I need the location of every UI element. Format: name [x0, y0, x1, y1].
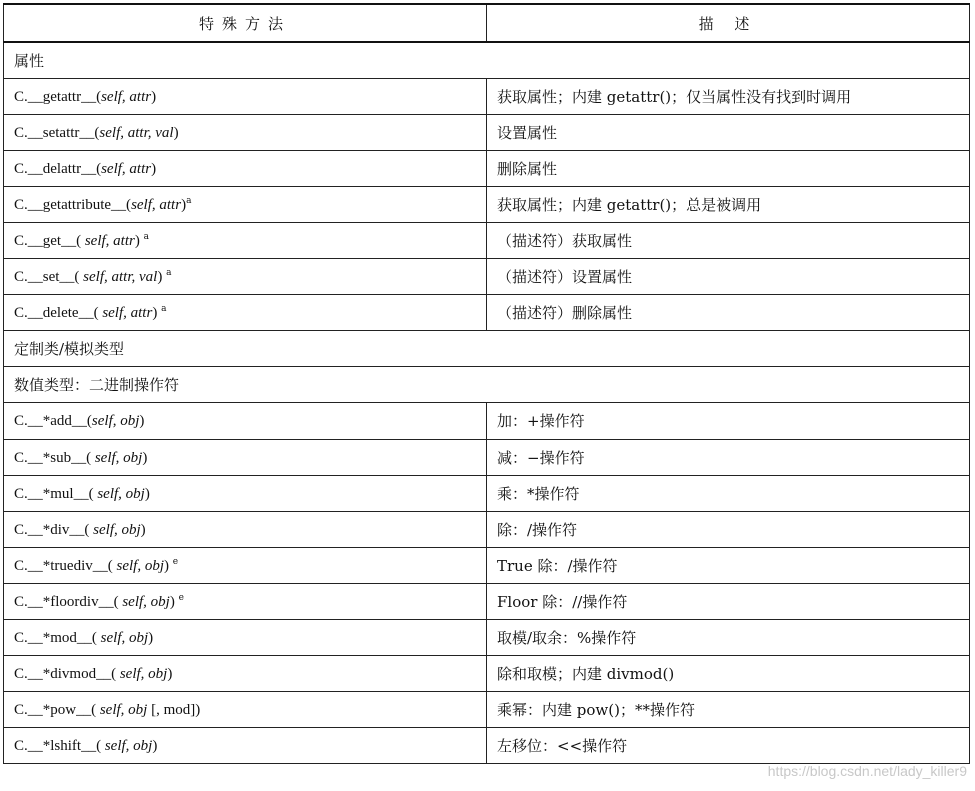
method-close: )	[181, 196, 187, 213]
description-cell: （描述符）设置属性	[487, 259, 970, 295]
method-cell	[4, 222, 487, 258]
method-close: )	[164, 557, 173, 574]
description-cell: 获取属性；内建 getattr()；总是被调用	[487, 186, 970, 222]
special-methods-table	[3, 3, 970, 764]
method-args: self, obj	[91, 413, 140, 430]
section-label: 数值类型：二进制操作符	[4, 367, 970, 403]
method-name: C.__delete__(	[14, 305, 103, 322]
method-name: C.__*mod__(	[14, 630, 101, 647]
method-cell	[4, 692, 487, 728]
table-row	[4, 222, 970, 258]
footnote-mark: a	[166, 268, 172, 279]
table-row	[4, 583, 970, 619]
table-row	[4, 78, 970, 114]
method-close: )	[151, 160, 157, 177]
description-cell: 乘幂：内建 pow()；**操作符	[487, 692, 970, 728]
table-row	[4, 692, 970, 728]
method-name: C.__*mul__(	[14, 485, 98, 502]
section-label: 定制类/模拟类型	[4, 331, 970, 367]
method-name: C.__*pow__(	[14, 702, 100, 719]
method-cell	[4, 547, 487, 583]
footnote-mark: a	[143, 232, 149, 243]
description-cell: （描述符）删除属性	[487, 295, 970, 331]
header-description: 描 述	[487, 4, 970, 42]
method-name: C.__*sub__(	[14, 449, 95, 466]
description-cell: 获取属性；内建 getattr()；仅当属性没有找到时调用	[487, 78, 970, 114]
method-name: C.__setattr__(	[14, 124, 100, 141]
method-name: C.__*truediv__(	[14, 557, 117, 574]
method-close: )	[139, 413, 145, 430]
method-close: [, mod])	[147, 702, 201, 719]
method-close: )	[134, 233, 144, 250]
method-name: C.__delattr__(	[14, 160, 102, 177]
description-cell: 取模/取余：%操作符	[487, 620, 970, 656]
footnote-mark: e	[172, 556, 179, 567]
description-cell: 设置属性	[487, 114, 970, 150]
table-row	[4, 620, 970, 656]
method-close: )	[157, 269, 167, 286]
description-cell: （描述符）获取属性	[487, 222, 970, 258]
method-args: self, attr	[131, 196, 182, 213]
description-cell: 除：/操作符	[487, 511, 970, 547]
method-close: )	[152, 305, 162, 322]
table-row	[4, 150, 970, 186]
method-cell	[4, 259, 487, 295]
table-row	[4, 547, 970, 583]
section-row-custom	[4, 331, 970, 367]
description-cell: 减：−操作符	[487, 439, 970, 475]
method-close: )	[148, 630, 154, 647]
method-args: self, attr	[84, 233, 135, 250]
section-row-attributes	[4, 42, 970, 78]
description-cell: 加：+操作符	[487, 403, 970, 439]
method-cell	[4, 295, 487, 331]
table-row	[4, 186, 970, 222]
table-row	[4, 403, 970, 439]
method-close: )	[140, 521, 146, 538]
method-name: C.__getattribute__(	[14, 196, 132, 213]
table-row	[4, 511, 970, 547]
table-row	[4, 656, 970, 692]
method-close: )	[151, 88, 157, 105]
method-cell	[4, 475, 487, 511]
method-cell	[4, 656, 487, 692]
table-row	[4, 259, 970, 295]
section-row-numeric	[4, 367, 970, 403]
method-close: )	[169, 593, 179, 610]
method-cell	[4, 186, 487, 222]
method-name: C.__*div__(	[14, 521, 94, 538]
method-close: )	[167, 666, 173, 683]
method-cell	[4, 150, 487, 186]
method-cell	[4, 620, 487, 656]
method-args: self, attr	[102, 305, 153, 322]
method-args: self, attr	[101, 160, 152, 177]
method-args: self, obj	[100, 630, 149, 647]
method-cell	[4, 511, 487, 547]
table-header-row	[4, 4, 970, 42]
method-args: self, obj	[99, 702, 148, 719]
table-row	[4, 439, 970, 475]
method-close: )	[142, 449, 148, 466]
method-args: self, obj	[93, 521, 141, 538]
method-args: self, attr, val	[99, 124, 174, 141]
table-row	[4, 728, 970, 764]
description-cell: Floor 除：//操作符	[487, 583, 970, 619]
method-cell	[4, 114, 487, 150]
method-name: C.__getattr__(	[14, 88, 102, 105]
method-args: self, obj	[122, 593, 170, 610]
method-name: C.__get__(	[14, 233, 85, 250]
method-args: self, obj	[119, 666, 168, 683]
table-row	[4, 475, 970, 511]
method-close: )	[152, 738, 158, 755]
method-args: self, obj	[116, 557, 164, 574]
method-cell	[4, 78, 487, 114]
method-cell	[4, 728, 487, 764]
method-close: )	[173, 124, 179, 141]
method-name: C.__set__(	[14, 269, 84, 286]
header-special-method: 特殊方法	[4, 4, 487, 42]
method-args: self, attr, val	[83, 269, 158, 286]
method-cell	[4, 403, 487, 439]
description-cell: 删除属性	[487, 150, 970, 186]
method-cell	[4, 439, 487, 475]
footnote-mark: a	[186, 195, 192, 206]
method-close: )	[144, 485, 150, 502]
description-cell: 乘：*操作符	[487, 475, 970, 511]
method-cell	[4, 583, 487, 619]
description-cell: 除和取模；内建 divmod()	[487, 656, 970, 692]
method-name: C.__*divmod__(	[14, 666, 120, 683]
method-args: self, obj	[94, 449, 143, 466]
table-row	[4, 114, 970, 150]
description-cell: 左移位：<<操作符	[487, 728, 970, 764]
table-row	[4, 295, 970, 331]
method-args: self, attr	[101, 88, 152, 105]
footnote-mark: a	[161, 304, 167, 315]
footnote-mark: e	[178, 592, 184, 603]
method-name: C.__*lshift__(	[14, 738, 105, 755]
method-name: C.__*add__(	[14, 413, 92, 430]
method-name: C.__*floordiv__(	[14, 593, 123, 610]
watermark: https://blog.csdn.net/lady_killer9	[767, 763, 967, 779]
method-args: self, obj	[97, 485, 145, 502]
description-cell: True 除：/操作符	[487, 547, 970, 583]
method-args: self, obj	[104, 738, 153, 755]
section-label: 属性	[4, 42, 970, 78]
